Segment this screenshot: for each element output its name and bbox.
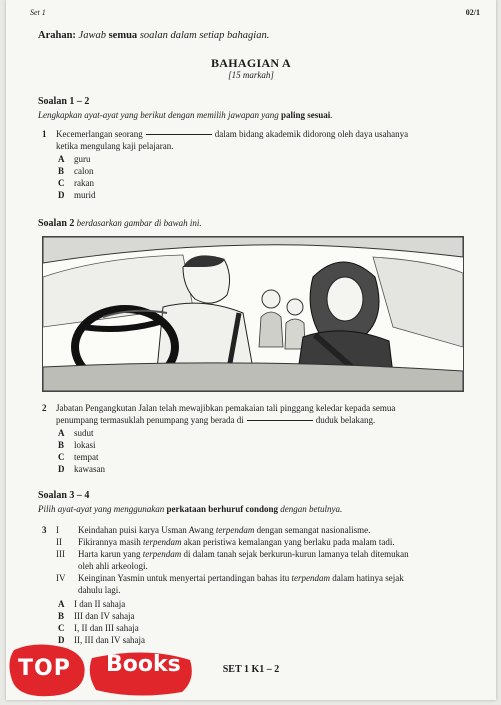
q2-option[interactable] bbox=[58, 439, 105, 451]
statement-text: Fikirannya masih bbox=[78, 537, 141, 547]
statement-italic: terpendam bbox=[215, 525, 255, 535]
logo-top-text: TOP bbox=[18, 656, 71, 681]
option-letter: A bbox=[58, 599, 65, 609]
option-letter: C bbox=[58, 452, 65, 462]
page-footer: SET 1 K1 – 2 bbox=[222, 664, 280, 675]
option-text: I dan II sahaja bbox=[74, 599, 126, 609]
option-letter: A bbox=[58, 154, 65, 164]
q1-stem-line2: ketika mengulang kaji pelajaran. bbox=[56, 141, 174, 151]
q1-options bbox=[58, 153, 96, 201]
option-letter: C bbox=[58, 623, 65, 633]
statement-text: Keinginan Yasmin untuk menyertai pertandingan bahas itu bbox=[78, 573, 290, 583]
q2-stem-line2 bbox=[56, 414, 375, 426]
statement-text: oleh ahli arkeologi. bbox=[78, 561, 148, 571]
q1-blank bbox=[146, 134, 212, 135]
q2-heading-line bbox=[38, 218, 202, 229]
q3-4-instruction bbox=[38, 504, 342, 514]
q1-option[interactable] bbox=[58, 177, 96, 189]
option-text: sudut bbox=[74, 428, 94, 438]
roman-numeral: II bbox=[56, 537, 62, 547]
q2-stem-b: duduk belakang. bbox=[315, 415, 376, 425]
option-text: III dan IV sahaja bbox=[74, 611, 135, 621]
q3-4-heading: Soalan 3 – 4 bbox=[38, 490, 90, 501]
q1-2-instr-text: Lengkapkan ayat-ayat yang berikut dengan memilih jawapan yang bbox=[38, 110, 279, 120]
statement-continuation bbox=[56, 560, 492, 572]
q3-statements bbox=[56, 524, 492, 596]
statement bbox=[56, 524, 492, 536]
q2-blank bbox=[247, 420, 313, 421]
q1-2-instr-dot: . bbox=[330, 110, 333, 120]
q3-option[interactable] bbox=[58, 598, 145, 610]
option-letter: C bbox=[58, 178, 65, 188]
q3-4-instr-a: Pilih ayat-ayat yang menggunakan bbox=[38, 504, 165, 514]
q3-number: 3 bbox=[42, 525, 47, 535]
option-text: II, III dan IV sahaja bbox=[74, 635, 146, 645]
question-2 bbox=[42, 402, 47, 414]
option-text: I, II dan III sahaja bbox=[74, 623, 139, 633]
section-marks: [15 markah] bbox=[228, 70, 274, 80]
q1-2-instruction bbox=[38, 110, 332, 120]
q1-2-heading: Soalan 1 – 2 bbox=[38, 96, 90, 107]
q3-4-instr-b: dengan betulnya. bbox=[280, 504, 343, 514]
statement-italic: terpendam bbox=[142, 549, 182, 559]
car-illustration bbox=[42, 236, 464, 392]
q2-option[interactable] bbox=[58, 451, 105, 463]
option-text: guru bbox=[74, 154, 91, 164]
q1-number: 1 bbox=[42, 129, 47, 139]
instructions-label: Arahan: bbox=[38, 30, 76, 41]
option-text: murid bbox=[74, 190, 96, 200]
option-text: lokasi bbox=[74, 440, 96, 450]
option-text: rakan bbox=[74, 178, 94, 188]
statement-text: akan peristiwa kemalangan yang berlaku pada malam tadi. bbox=[183, 537, 395, 547]
instructions-text-a: Jawab bbox=[78, 30, 106, 41]
q1-option[interactable] bbox=[58, 153, 96, 165]
q3-option[interactable] bbox=[58, 622, 145, 634]
set-label: Set 1 bbox=[30, 8, 46, 17]
q3-options bbox=[58, 598, 145, 646]
instructions-text-b: soalan dalam setiap bahagian. bbox=[139, 30, 270, 41]
q2-stem-line1: Jabatan Pengangkutan Jalan telah mewajibkan pemakaian tali pinggang keledar kepada semua bbox=[56, 403, 396, 413]
instructions-bold: semua bbox=[108, 30, 138, 41]
q2-instruction: berdasarkan gambar di bawah ini. bbox=[76, 218, 202, 228]
q2-number: 2 bbox=[42, 403, 47, 413]
option-letter: B bbox=[58, 166, 65, 176]
q2-stem-a: penumpang termasuklah penumpang yang berada di bbox=[56, 415, 244, 425]
statement bbox=[56, 548, 492, 560]
option-letter: B bbox=[58, 440, 65, 450]
q2-options bbox=[58, 427, 105, 475]
option-letter: B bbox=[58, 611, 65, 621]
statement-text: dahulu lagi. bbox=[78, 585, 121, 595]
logo-books-text: Books bbox=[106, 652, 181, 677]
option-text: kawasan bbox=[74, 464, 105, 474]
statement-continuation bbox=[56, 584, 492, 596]
q1-stem-line1 bbox=[56, 128, 486, 140]
paper-code: 02/1 bbox=[465, 8, 480, 17]
roman-numeral: III bbox=[56, 549, 65, 559]
question-1 bbox=[42, 128, 47, 140]
exam-page bbox=[6, 0, 496, 700]
section-title: BAHAGIAN A bbox=[210, 56, 291, 70]
q3-4-instr-bold: perkataan berhuruf condong bbox=[166, 504, 278, 514]
statement-text: Keindahan puisi karya Usman Awang bbox=[78, 525, 214, 535]
q3-option[interactable] bbox=[58, 610, 145, 622]
statement-text: dengan semangat nasionalisme. bbox=[256, 525, 371, 535]
q2-heading: Soalan 2 bbox=[38, 218, 75, 229]
q1-stem-a: Kecemerlangan seorang bbox=[56, 129, 143, 139]
q2-option[interactable] bbox=[58, 463, 105, 475]
statement bbox=[56, 572, 492, 584]
option-letter: D bbox=[58, 190, 65, 200]
instructions bbox=[38, 30, 269, 41]
statement-text: Harta karun yang bbox=[78, 549, 141, 559]
option-letter: D bbox=[58, 635, 65, 645]
q1-option[interactable] bbox=[58, 165, 96, 177]
statement-text: dalam hatinya sejak bbox=[332, 573, 404, 583]
option-text: tempat bbox=[74, 452, 99, 462]
roman-numeral: IV bbox=[56, 573, 66, 583]
option-letter: A bbox=[58, 428, 65, 438]
roman-numeral: I bbox=[56, 525, 59, 535]
question-3 bbox=[42, 524, 47, 536]
q1-2-instr-bold: paling sesuai bbox=[280, 110, 331, 120]
statement bbox=[56, 536, 492, 548]
statement-italic: terpendam bbox=[291, 573, 330, 583]
option-text: calon bbox=[74, 166, 94, 176]
q1-option[interactable] bbox=[58, 189, 96, 201]
q1-stem-b: dalam bidang akademik didorong oleh daya usahanya bbox=[214, 129, 409, 139]
statement-text: di dalam tanah sejak berkurun-kurun lamanya telah ditemukan bbox=[183, 549, 409, 559]
car-interior-drawing bbox=[43, 237, 463, 391]
statement-italic: terpendam bbox=[143, 537, 182, 547]
q2-option[interactable] bbox=[58, 427, 105, 439]
option-letter: D bbox=[58, 464, 65, 474]
